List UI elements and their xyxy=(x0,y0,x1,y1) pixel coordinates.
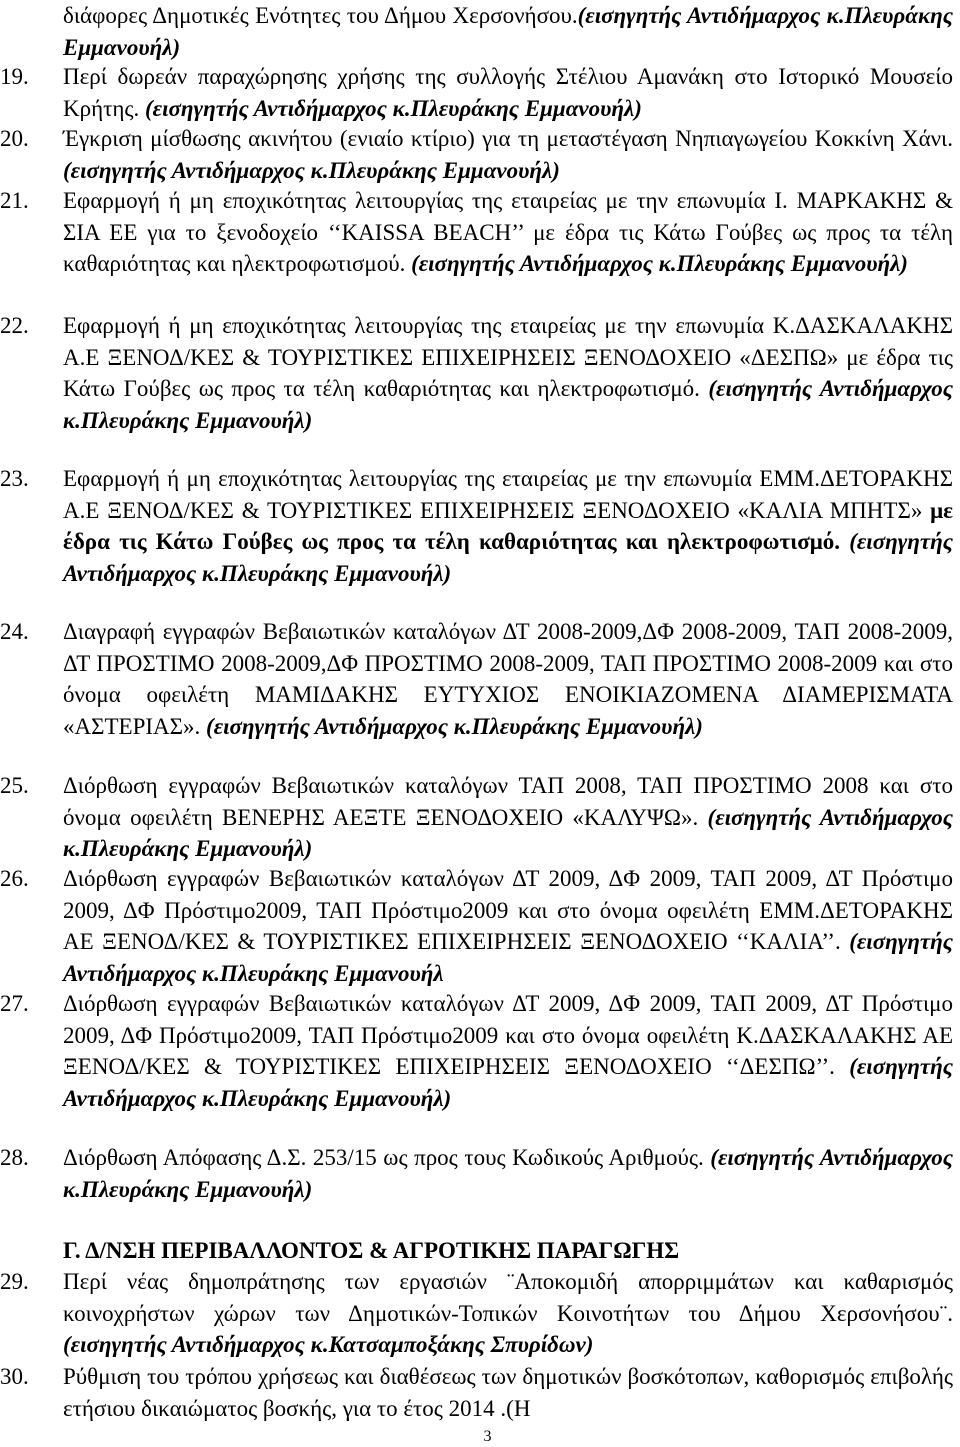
item-body: Περί δωρεάν παραχώρησης χρήσης της συλλογής Στέλιου Αμανάκη στο Ιστορικό Μουσείο Κρήτης. xyxy=(63,64,953,121)
item-body: Ρύθμιση του τρόπου χρήσεως και διαθέσεως των δημοτικών βοσκότοπων, καθορισμός επιβολής ετήσιου δικαιώματος βοσκής, για το έτος 2014 .(Η xyxy=(63,1364,953,1421)
item-text xyxy=(63,988,953,1114)
continuation-paragraph xyxy=(63,0,953,63)
rapporteur-note: (εισηγητής Αντιδήμαρχος κ.Πλευράκης Εμμανουήλ) xyxy=(63,1054,953,1111)
rapporteur-note: (εισηγητής Αντιδήμαρχος κ.Πλευράκης Εμμανουήλ) xyxy=(63,376,953,433)
rapporteur-note: (εισηγητής Αντιδήμαρχος κ.Πλευράκης Εμμανουήλ xyxy=(63,929,953,986)
item-text xyxy=(63,123,953,186)
item-text xyxy=(63,61,953,124)
rapporteur-note: (εισηγητής Αντιδήμαρχος κ.Πλευράκης Εμμανουήλ) xyxy=(145,95,642,121)
item-number: 25. xyxy=(0,773,29,798)
item-body: Διόρθωση εγγραφών Βεβαιωτικών καταλόγων ΔΤ 2009, ΔΦ 2009, ΤΑΠ 2009, ΔΤ Πρόστιμο 2009, ΔΦ Πρόστιμο2009, ΤΑΠ Πρόστιμο2009 και στο όνομα οφειλέτη ΕΜΜ.ΔΕΤΟΡΑΚΗΣ ΑΕ ΞΕΝΟΔ/ΚΕΣ & ΤΟΥΡΙΣΤΙΚΕΣ ΕΠΙΧΕΙΡΗΣΕΙΣ ΞΕΝΟΔΟΧΕΙΟ ‘‘ΚΑΛΙΑ’’. xyxy=(63,866,953,954)
item-text xyxy=(63,863,953,989)
rapporteur-note: (εισηγητής Αντιδήμαρχος κ.Πλευράκης Εμμανουήλ) xyxy=(206,713,703,739)
item-number: 21. xyxy=(0,188,29,213)
item-number: 30. xyxy=(0,1364,29,1389)
page-number: 3 xyxy=(483,1428,492,1445)
item-number: 28. xyxy=(0,1145,29,1170)
item-text xyxy=(63,1266,953,1361)
item-number: 24. xyxy=(0,619,29,644)
item-body: Διόρθωση Απόφασης Δ.Σ. 253/15 ως προς τους Κωδικούς Αριθμούς. xyxy=(63,1145,711,1170)
item-text xyxy=(63,463,953,589)
item-body: Διαγραφή εγγραφών Βεβαιωτικών καταλόγων ΔΤ 2008-2009,ΔΦ 2008-2009, ΤΑΠ 2008-2009, ΔΤ ΠΡΟΣΤΙΜΟ 2008-2009,ΔΦ ΠΡΟΣΤΙΜΟ 2008-2009, ΤΑΠ ΠΡΟΣΤΙΜΟ 2008-2009 και στο όνομα οφειλέτη ΜΑΜΙΔΑΚΗΣ ΕΥΤΥΧΙΟΣ ΕΝΟΙΚΙΑΖΟΜΕΝΑ ΔΙΑΜΕΡΙΣΜΑΤΑ «ΑΣΤΕΡΙΑΣ». xyxy=(63,619,953,739)
item-body: Διόρθωση εγγραφών Βεβαιωτικών καταλόγων ΔΤ 2009, ΔΦ 2009, ΤΑΠ 2009, ΔΤ Πρόστιμο 2009, ΔΦ Πρόστιμο2009, ΤΑΠ Πρόστιμο2009 και στο όνομα οφειλέτη Κ.ΔΑΣΚΑΛΑΚΗΣ ΑΕ ΞΕΝΟΔ/ΚΕΣ & ΤΟΥΡΙΣΤΙΚΕΣ ΕΠΙΧΕΙΡΗΣΕΙΣ ΞΕΝΟΔΟΧΕΙΟ ‘‘ΔΕΣΠΩ’’. xyxy=(63,991,953,1079)
item-text xyxy=(63,1361,953,1424)
item-number: 26. xyxy=(0,866,29,891)
item-body: Εφαρμογή ή μη εποχικότητας λειτουργίας της εταιρείας με την επωνυμία ΕΜΜ.ΔΕΤΟΡΑΚΗΣ Α.Ε ΞΕΝΟΔ/ΚΕΣ & ΤΟΥΡΙΣΤΙΚΕΣ ΕΠΙΧΕΙΡΗΣΕΙΣ ΞΕΝΟΔΟΧΕΙΟ «ΚΑΛΙΑ ΜΠΗΤΣ» xyxy=(63,466,953,523)
item-text xyxy=(63,185,953,280)
item-number: 20. xyxy=(0,126,29,151)
agenda-item-29 xyxy=(0,1266,953,1361)
item-text xyxy=(63,310,953,436)
item-body: Περί νέας δημοπράτησης των εργασιών ¨Αποκομιδή απορριμμάτων και καθαρισμός κοινοχρήστων χώρων των Δημοτικών-Τοπικών Κοινοτήτων του Δήμου Χερσονήσου¨. xyxy=(63,1269,953,1326)
agenda-item-20 xyxy=(0,123,953,186)
agenda-item-28 xyxy=(0,1142,953,1205)
item-number: 29. xyxy=(0,1269,29,1294)
item-text xyxy=(63,1142,953,1205)
agenda-item-24 xyxy=(0,616,953,742)
agenda-item-21 xyxy=(0,185,953,280)
agenda-item-23 xyxy=(0,463,953,589)
rapporteur-note: (εισηγητής Αντιδήμαρχος κ.Πλευράκης Εμμανουήλ) xyxy=(411,251,908,276)
item-number: 22. xyxy=(0,313,29,338)
item-number: 27. xyxy=(0,991,29,1016)
agenda-item-25 xyxy=(0,770,953,865)
item-text xyxy=(63,616,953,742)
rapporteur-note: (εισηγητής Αντιδήμαρχος κ.Πλευράκης Εμμανουήλ) xyxy=(63,3,954,60)
rapporteur-note: (εισηγητής Αντιδήμαρχος κ.Κατσαμποξάκης Σπυρίδων) xyxy=(63,1332,594,1357)
item-body: Εφαρμογή ή μη εποχικότητας λειτουργίας της εταιρείας με την επωνυμία Κ.ΔΑΣΚΑΛΑΚΗΣ Α.Ε ΞΕΝΟΔ/ΚΕΣ & ΤΟΥΡΙΣΤΙΚΕΣ ΕΠΙΧΕΙΡΗΣΕΙΣ ΞΕΝΟΔΟΧΕΙΟ «ΔΕΣΠΩ» με έδρα τις Κάτω Γούβες ως προς τα τέλη καθαριότητας και ηλεκτροφωτισμό. xyxy=(63,313,953,401)
section-heading: Γ. Δ/ΝΣΗ ΠΕΡΙΒΑΛΛΟΝΤΟΣ & ΑΓΡΟΤΙΚΗΣ ΠΑΡΑΓΩΓΗΣ xyxy=(63,1238,680,1263)
item-body: Διόρθωση εγγραφών Βεβαιωτικών καταλόγων ΤΑΠ 2008, ΤΑΠ ΠΡΟΣΤΙΜΟ 2008 και στο όνομα οφειλέτη ΒΕΝΕΡΗΣ ΑΕΞΤΕ ΞΕΝΟΔΟΧΕΙΟ «ΚΑΛΥΨΩ». xyxy=(63,773,953,830)
rapporteur-note: (εισηγητής Αντιδήμαρχος κ.Πλευράκης Εμμανουήλ) xyxy=(63,1145,954,1202)
agenda-item-27 xyxy=(0,988,953,1114)
item-body: Έγκριση μίσθωσης ακινήτου (ενιαίο κτίριο) για τη μεταστέγαση Νηπιαγωγείου Κοκκίνη Χάνι. xyxy=(63,126,953,151)
item-body: Εφαρμογή ή μη εποχικότητας λειτουργίας της εταιρείας με την επωνυμία Ι. ΜΑΡΚΑΚΗΣ & ΣΙΑ ΕΕ για το ξενοδοχείο ‘‘KAISSA BEACH’’ με έδρα τις Κάτω Γούβες ως προς τα τέλη καθαριότητας και ηλεκτροφωτισμού. xyxy=(63,188,953,276)
item-number: 19. xyxy=(0,64,29,89)
agenda-item-30 xyxy=(0,1361,953,1424)
item-bold-text: με έδρα τις Κάτω Γούβες ως προς τα τέλη καθαριότητας και ηλεκτροφωτισμό. xyxy=(63,497,953,554)
agenda-item-22 xyxy=(0,310,953,436)
item-number: 23. xyxy=(0,466,29,491)
rapporteur-note: (εισηγητής Αντιδήμαρχος κ.Πλευράκης Εμμανουήλ) xyxy=(63,529,953,586)
agenda-item-26 xyxy=(0,863,953,989)
item-text xyxy=(63,770,953,865)
rapporteur-note: (εισηγητής Αντιδήμαρχος κ.Πλευράκης Εμμανουήλ) xyxy=(63,804,953,861)
continuation-text: διάφορες Δημοτικές Ενότητες του Δήμου Χερσονήσου. xyxy=(63,3,578,28)
agenda-item-19 xyxy=(0,61,953,124)
rapporteur-note: (εισηγητής Αντιδήμαρχος κ.Πλευράκης Εμμανουήλ) xyxy=(63,157,560,183)
